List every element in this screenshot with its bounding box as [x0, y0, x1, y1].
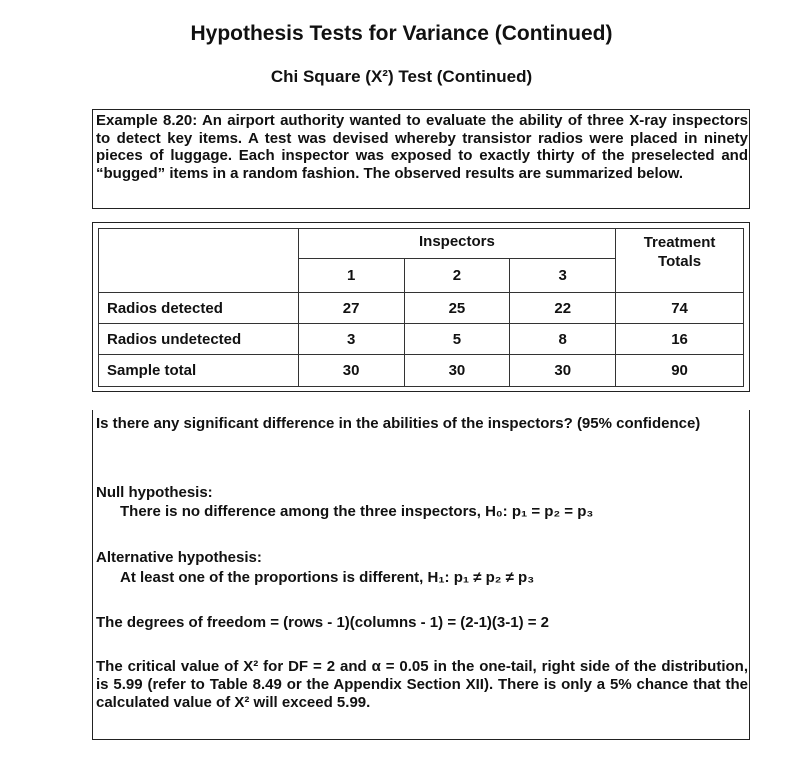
alternative-hypothesis-heading: Alternative hypothesis: — [96, 549, 262, 566]
row-label: Sample total — [99, 355, 299, 387]
table-cell: 5 — [404, 324, 510, 355]
table-corner-cell — [99, 229, 299, 293]
page-subtitle: Chi Square (X²) Test (Continued) — [270, 67, 533, 86]
table-cell: 25 — [404, 293, 510, 324]
example-text: Example 8.20: An airport authority wanted to evaluate the ability of three X-ray inspectors to detect key items. A test was devised whereby transistor radios were placed in ninety pieces of luggage. Each inspector was exposed to exactly thirty of the preselected and “bugged” items in a random fashion. The observed results are summarized below. — [96, 112, 748, 182]
degrees-of-freedom-text: The degrees of freedom = (rows - 1)(columns - 1) = (2-1)(3-1) = 2 — [96, 614, 550, 631]
table-cell: 30 — [510, 355, 616, 387]
table-cell: 22 — [510, 293, 616, 324]
table-cell-total: 16 — [616, 324, 744, 355]
table-row — [99, 293, 744, 324]
table-cell-total: 74 — [616, 293, 744, 324]
inspectors-header: Inspectors — [298, 229, 615, 259]
row-label: Radios detected — [99, 293, 299, 324]
treatment-header-line1: Treatment — [643, 234, 716, 251]
row-label: Radios undetected — [99, 324, 299, 355]
null-hypothesis-heading: Null hypothesis: — [96, 484, 213, 501]
table-cell: 30 — [298, 355, 404, 387]
inspector-number: 2 — [404, 259, 510, 293]
inspector-number: 3 — [510, 259, 616, 293]
treatment-header-line2: Totals — [658, 253, 702, 270]
question-text: Is there any significant difference in the abilities of the inspectors? (95% confidence) — [96, 415, 701, 432]
observed-results-table — [98, 228, 744, 387]
table-cell: 27 — [298, 293, 404, 324]
table-cell: 3 — [298, 324, 404, 355]
inspector-number: 1 — [298, 259, 404, 293]
table-cell: 30 — [404, 355, 510, 387]
alternative-hypothesis-text: At least one of the proportions is different, H₁: p₁ ≠ p₂ ≠ p₃ — [120, 569, 535, 586]
page-title: Hypothesis Tests for Variance (Continued) — [190, 22, 613, 45]
table-row — [99, 355, 744, 387]
table-row — [99, 324, 744, 355]
table-cell-total: 90 — [616, 355, 744, 387]
null-hypothesis-text: There is no difference among the three inspectors, H₀: p₁ = p₂ = p₃ — [120, 503, 594, 520]
table-cell: 8 — [510, 324, 616, 355]
critical-value-text: The critical value of X² for DF = 2 and α = 0.05 in the one-tail, right side of the distribution, is 5.99 (refer to Table 8.49 or the Appendix Section XII). There is only a 5% chance that the calculated value of X² will exceed 5.99. — [96, 658, 748, 711]
treatment-totals-header — [616, 229, 744, 293]
